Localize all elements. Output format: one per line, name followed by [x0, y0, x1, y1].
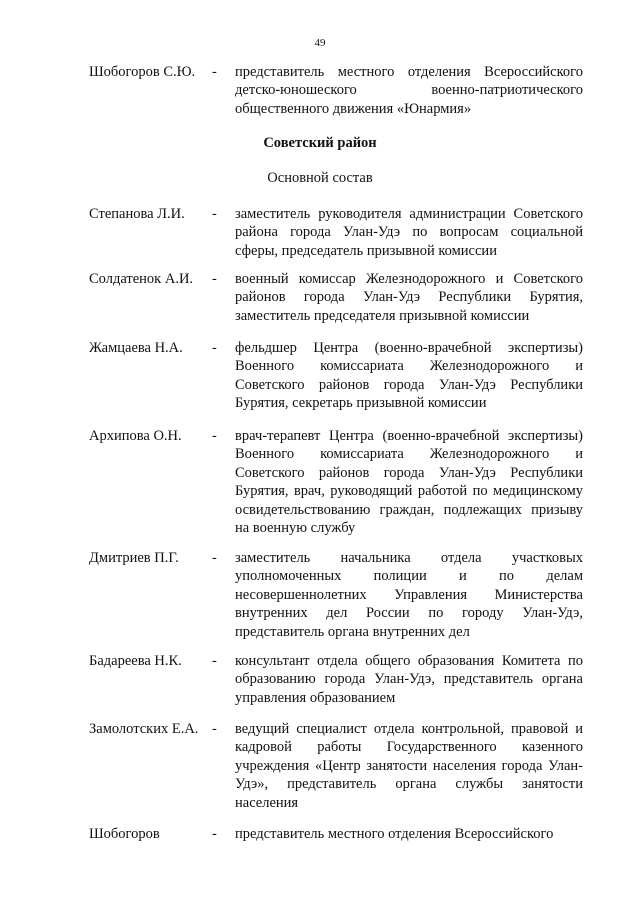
separator-dash: -: [212, 340, 217, 356]
member-name: Бадареева Н.К.: [89, 653, 182, 669]
member-name: Жамцаева Н.А.: [89, 340, 183, 356]
member-role: фельдшер Центра (военно-врачебной экспертизы) Военного комиссариата Железнодорожного и Советского районов города Улан-Удэ Республики Бурятия, секретарь призывной комиссии: [235, 340, 583, 412]
member-name: Архипова О.Н.: [89, 428, 182, 444]
member-role: представитель местного отделения Всероссийского: [235, 826, 554, 842]
member-role: военный комиссар Железнодорожного и Советского районов города Улан-Удэ Республики Бурятия, заместитель председателя призывной комиссии: [235, 271, 583, 324]
member-role: заместитель начальника отдела участковых уполномоченных полиции и по делам несовершеннолетних Управления Министерства внутренних дел России по городу Улан-Удэ, представитель органа внутренних дел: [235, 550, 583, 640]
member-role: врач-терапевт Центра (военно-врачебной экспертизы) Военного комиссариата Железнодорожного и Советского районов города Улан-Удэ Республики Бурятия, врач, руководящий работой по медицинскому освидетельствованию граждан, подлежащих призыву на военную службу: [235, 428, 583, 537]
separator-dash: -: [212, 271, 217, 287]
member-name: Степанова Л.И.: [89, 206, 185, 222]
member-entry: [89, 270, 583, 325]
separator-dash: -: [212, 653, 217, 669]
separator-dash: -: [212, 550, 217, 566]
page-number: 49: [314, 37, 326, 49]
member-role: представитель местного отделения Всероссийского детско-юношеского военно-патриотического общественного движения «Юнармия»: [235, 64, 583, 117]
member-entry: [89, 339, 583, 413]
separator-dash: -: [212, 206, 217, 222]
separator-dash: -: [212, 428, 217, 444]
section-title: Советский район: [263, 135, 377, 151]
member-name: Шобогоров С.Ю.: [89, 64, 196, 80]
member-entry: [89, 427, 583, 537]
member-entry: [89, 63, 583, 118]
member-name: Шобогоров: [89, 826, 160, 842]
member-role: консультант отдела общего образования Комитета по образованию города Улан-Удэ, представитель органа управления образованием: [235, 653, 583, 706]
member-entry: [89, 720, 583, 812]
member-name: Замолотских Е.А.: [89, 721, 199, 737]
member-role: заместитель руководителя администрации Советского района города Улан-Удэ по вопросам социальной сферы, председатель призывной комиссии: [235, 206, 583, 259]
separator-dash: -: [212, 721, 217, 737]
member-name: Дмитриев П.Г.: [89, 550, 179, 566]
separator-dash: -: [212, 64, 217, 80]
separator-dash: -: [212, 826, 217, 842]
member-entry: [89, 652, 583, 707]
member-role: ведущий специалист отдела контрольной, правовой и кадровой работы Государственного казенного учреждения «Центр занятости населения города Улан-Удэ», представитель органа службы занятости населения: [235, 721, 583, 811]
member-entry: [89, 205, 583, 260]
member-entry: [89, 549, 583, 641]
member-entry: [89, 825, 583, 843]
section-subtitle: Основной состав: [267, 170, 373, 186]
member-name: Солдатенок А.И.: [89, 271, 194, 287]
